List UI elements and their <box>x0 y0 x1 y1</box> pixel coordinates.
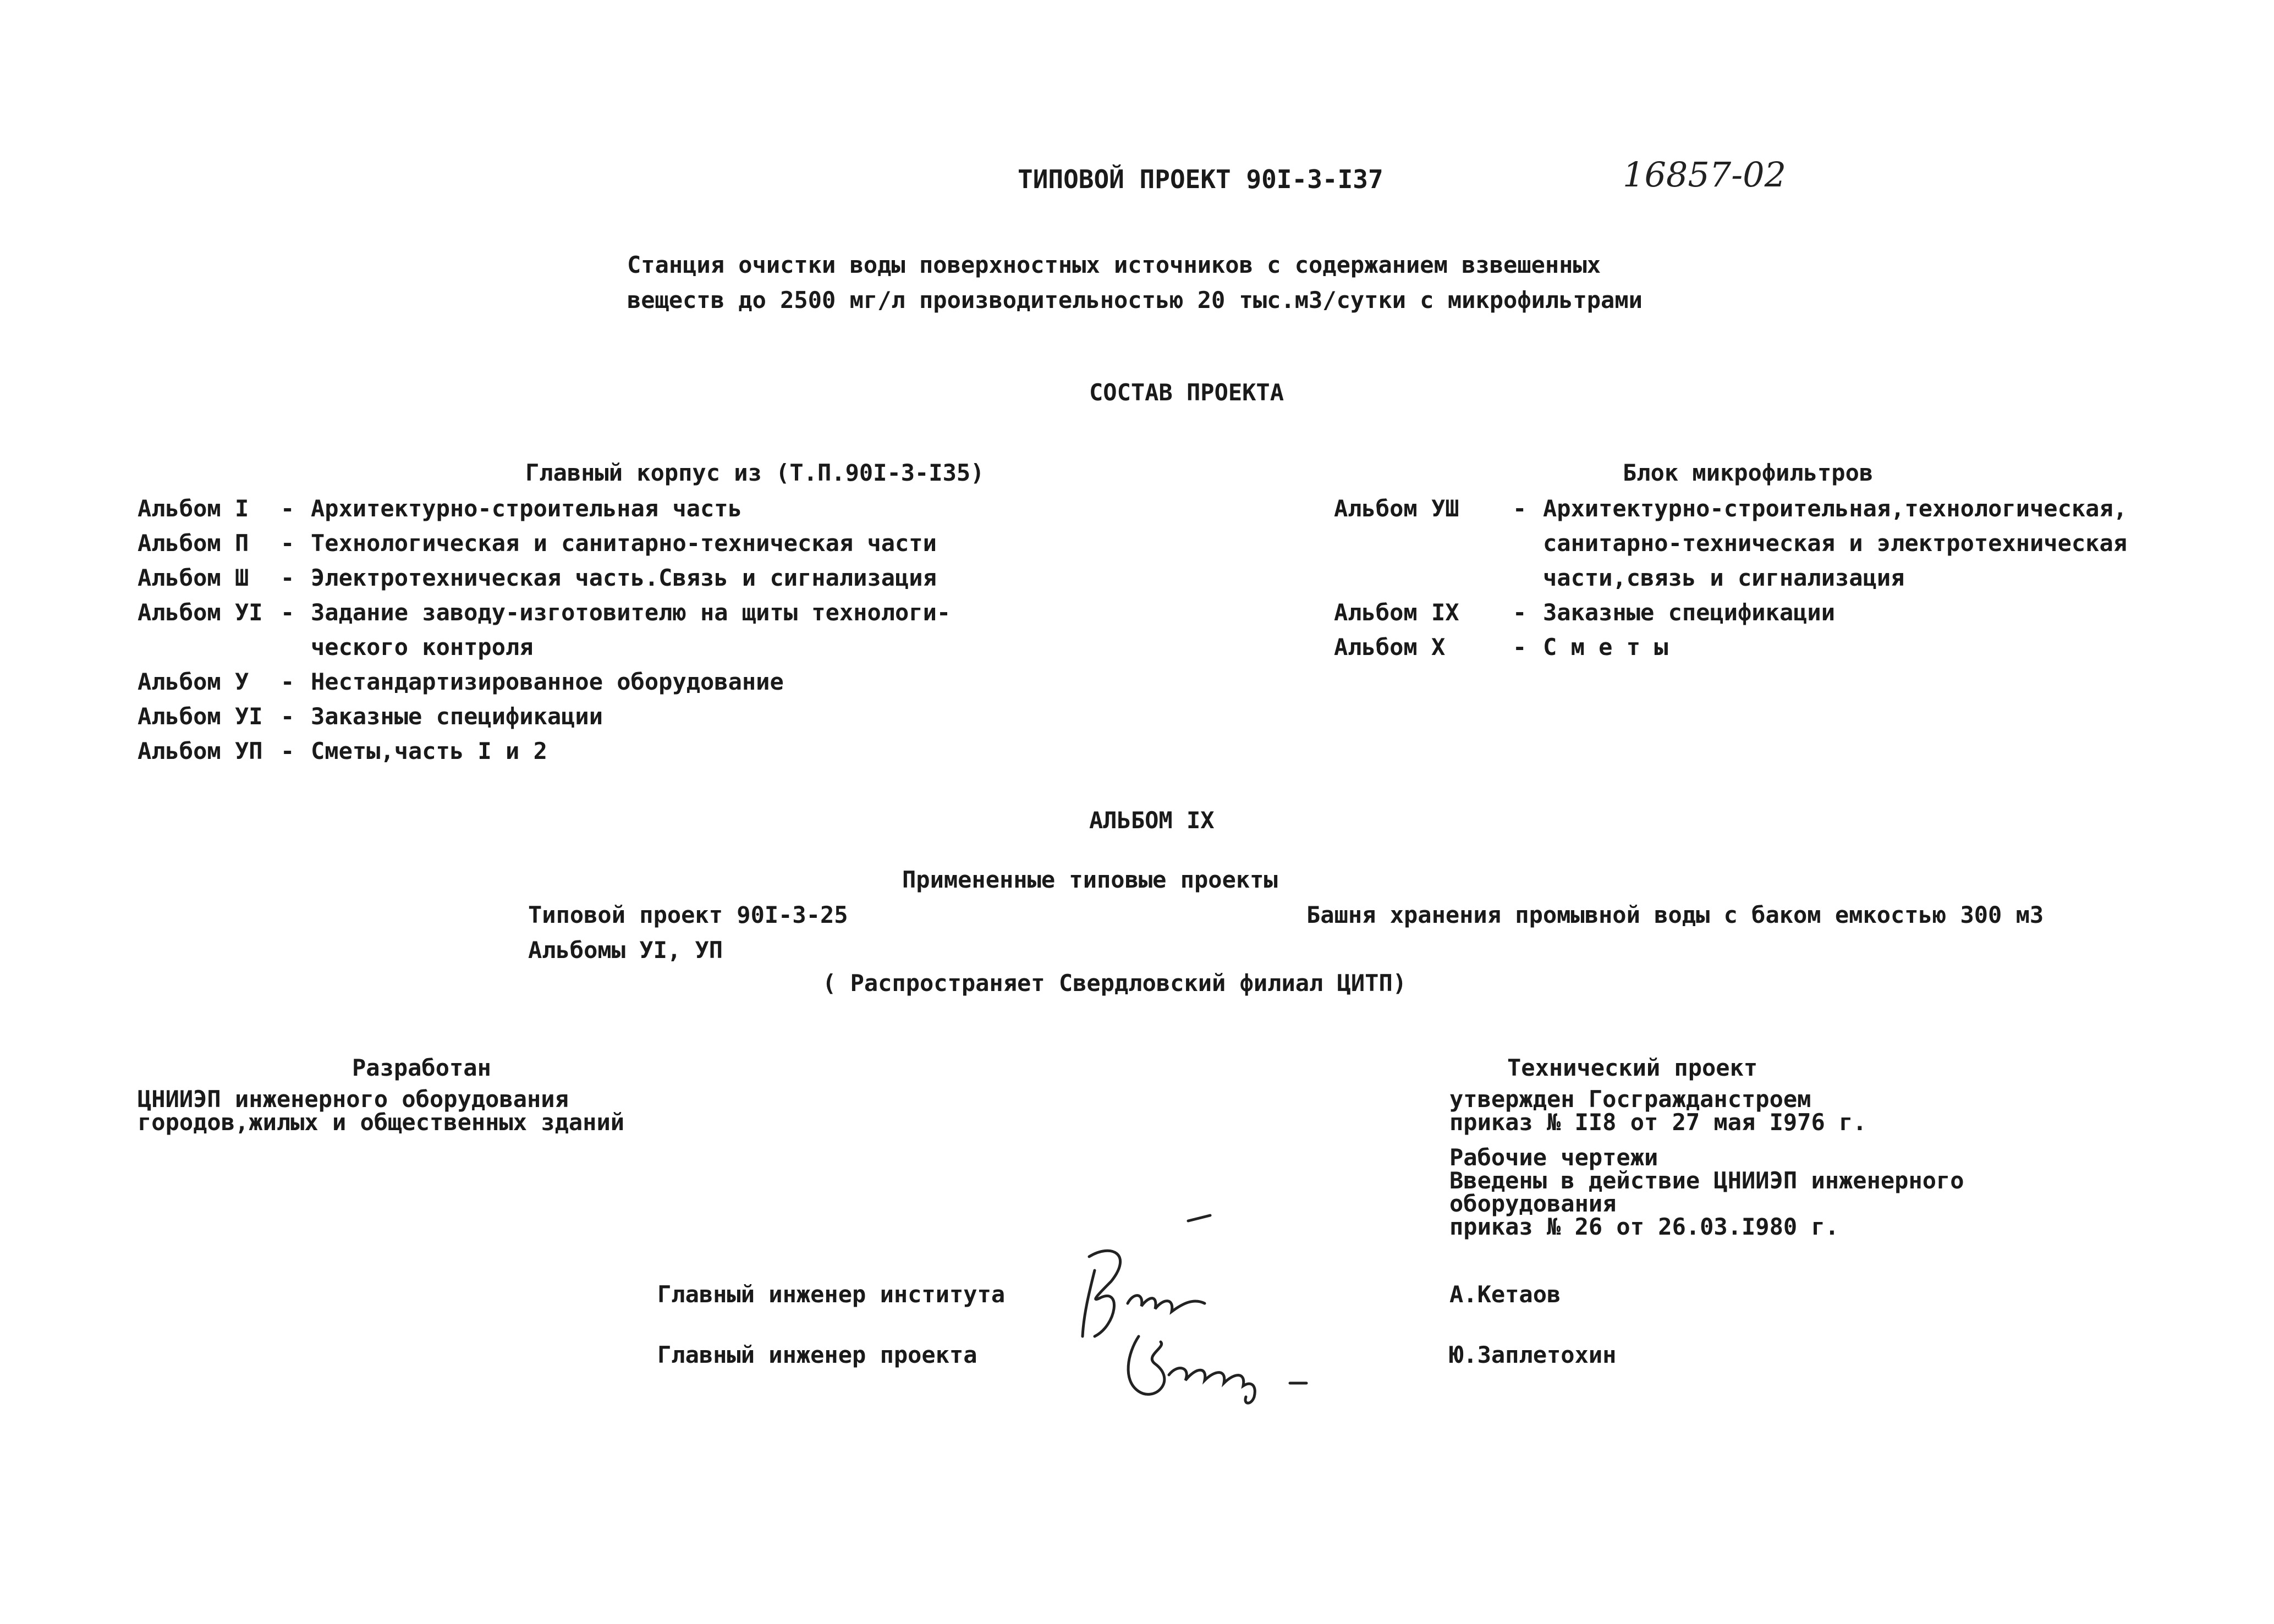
signature-role-2: Главный инженер проекта <box>657 1341 977 1368</box>
developer-heading: Разработан <box>352 1054 491 1081</box>
album-ix-title: АЛЬБОМ IX <box>1089 807 1215 834</box>
album-description: Заказные спецификации <box>1543 599 1836 626</box>
subtitle-line-1: Станция очистки воды поверхностных источников с содержанием взвешенных <box>627 251 1601 278</box>
approval-line-2: приказ № II8 от 27 мая I976 г. <box>1449 1109 1867 1136</box>
album-dash: - <box>281 599 295 626</box>
album-description: Заказные спецификации <box>311 703 603 730</box>
album-dash: - <box>1513 495 1527 522</box>
subtitle-line-2: веществ до 2500 мг/л производительностью 20 тыс.м3/сутки с микрофильтрами <box>627 287 1643 313</box>
project-title: ТИПОВОЙ ПРОЕКТ 90I-3-I37 <box>1018 164 1383 194</box>
approval-line-6: приказ № 26 от 26.03.I980 г. <box>1449 1213 1839 1240</box>
approval-line-1: утвержден Госгражданстроем <box>1449 1086 1811 1113</box>
album-name: Альбом УI <box>138 599 263 626</box>
main-building-album-list <box>138 495 1045 781</box>
album-name: Альбом I <box>138 495 249 522</box>
album-dash: - <box>281 737 295 764</box>
album-description: Сметы,часть I и 2 <box>311 737 547 764</box>
approval-line-5: оборудования <box>1449 1190 1617 1217</box>
developer-line-2: городов,жилых и общественных зданий <box>138 1109 625 1136</box>
album-name: Альбом IX <box>1334 599 1459 626</box>
album-dash: - <box>281 495 295 522</box>
album-name: Альбом УШ <box>1334 495 1459 522</box>
album-name: Альбом УI <box>138 703 263 730</box>
microfilter-album-list <box>1334 495 2214 682</box>
signature-scribble-2 <box>1117 1320 1326 1408</box>
album-description: санитарно-техническая и электротехническая <box>1543 530 2128 557</box>
album-description: Нестандартизированное оборудование <box>311 668 784 695</box>
album-dash: - <box>281 703 295 730</box>
approval-heading: Технический проект <box>1507 1054 1758 1081</box>
signature-role-1: Главный инженер института <box>657 1281 1006 1308</box>
album-dash: - <box>1513 634 1527 660</box>
album-name: Альбом У <box>138 668 249 695</box>
album-description: ческого контроля <box>311 634 534 660</box>
album-dash: - <box>281 668 295 695</box>
album-description: Задание заводу-изготовителю на щиты технологи- <box>311 599 951 626</box>
microfilter-heading: Блок микрофильтров <box>1623 459 1874 486</box>
album-dash: - <box>1513 599 1527 626</box>
album-description: Архитектурно-строительная,технологическая, <box>1543 495 2128 522</box>
distributor-note: ( Распространяет Свердловский филиал ЦИТП) <box>822 970 1407 997</box>
album-name: Альбом Х <box>1334 634 1446 660</box>
album-dash: - <box>281 530 295 557</box>
album-description: Архитектурно-строительная часть <box>311 495 742 522</box>
album-name: Альбом УП <box>138 737 263 764</box>
applied-albums-ref: Альбомы УI, УП <box>528 937 723 964</box>
album-description: Электротехническая часть.Связь и сигнализация <box>311 564 937 591</box>
applied-project-ref: Типовой проект 90I-3-25 <box>528 901 848 928</box>
album-dash: - <box>281 564 295 591</box>
approval-line-3: Рабочие чертежи <box>1449 1144 1658 1171</box>
album-description: части,связь и сигнализация <box>1543 564 1905 591</box>
main-building-heading: Главный корпус из (Т.П.90I-3-I35) <box>525 459 985 486</box>
section-title: СОСТАВ ПРОЕКТА <box>1089 379 1284 406</box>
approval-line-4: Введены в действие ЦНИИЭП инженерного <box>1449 1167 1964 1194</box>
album-name: Альбом П <box>138 530 249 557</box>
album-description: С м е т ы <box>1543 634 1668 660</box>
developer-line-1: ЦНИИЭП инженерного оборудования <box>138 1086 569 1113</box>
applied-projects-heading: Примененные типовые проекты <box>902 866 1278 893</box>
signature-name-1: А.Кетаов <box>1449 1281 1561 1308</box>
applied-project-desc: Башня хранения промывной воды с баком емкостью 300 м3 <box>1306 901 2044 928</box>
handwritten-code: 16857-02 <box>1623 155 1787 195</box>
signature-name-2: Ю.Заплетохин <box>1449 1341 1617 1368</box>
album-description: Технологическая и санитарно-техническая части <box>311 530 937 557</box>
album-name: Альбом Ш <box>138 564 249 591</box>
